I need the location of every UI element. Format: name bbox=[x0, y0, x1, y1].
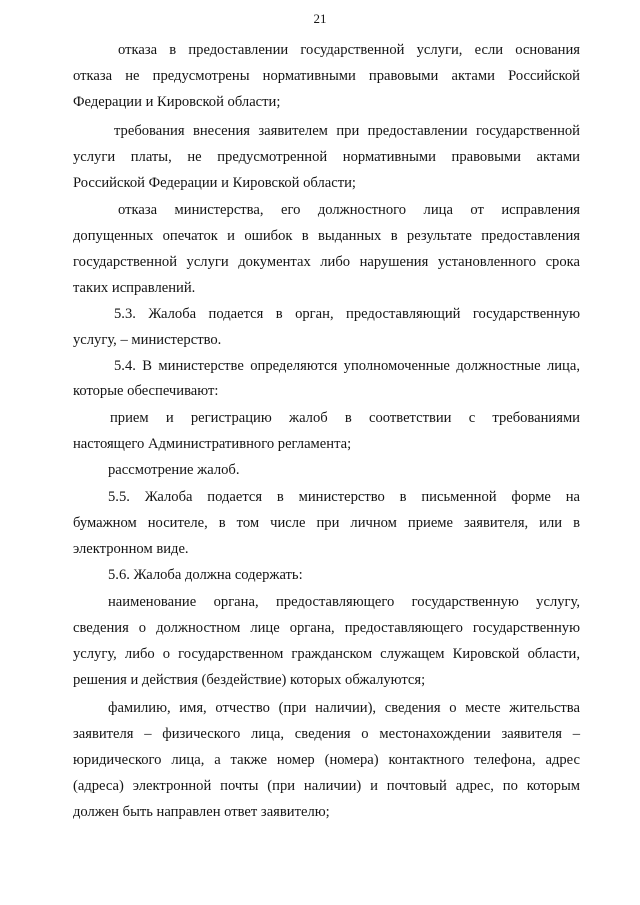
text-line: сведения о должностном лице органа, предоставляющего государственную bbox=[73, 620, 580, 636]
text-line: рассмотрение жалоб. bbox=[108, 462, 240, 478]
text-line: решения и действия (бездействие) которых обжалуются; bbox=[73, 672, 426, 688]
text-line: юридического лица, а также номер (номера) контактного телефона, адрес bbox=[73, 752, 580, 768]
text-line: которые обеспечивают: bbox=[73, 383, 219, 399]
text-line: электронном виде. bbox=[73, 541, 189, 557]
text-line: отказа не предусмотрены нормативными правовыми актами Российской bbox=[73, 68, 580, 84]
text-line: 5.3. Жалоба подается в орган, предоставляющий государственную bbox=[114, 306, 580, 322]
text-line: отказа министерства, его должностного лица от исправления bbox=[118, 202, 580, 218]
text-line: услугу, – министерство. bbox=[73, 332, 222, 348]
text-line: услуги платы, не предусмотренной нормативными правовыми актами bbox=[73, 149, 580, 165]
text-line: наименование органа, предоставляющего государственную услугу, bbox=[108, 594, 580, 610]
text-line: государственной услуги документах либо нарушения установленного срока bbox=[73, 254, 580, 270]
text-line: 5.5. Жалоба подается в министерство в письменной форме на bbox=[108, 489, 580, 505]
text-line: Федерации и Кировской области; bbox=[73, 94, 281, 110]
text-line: заявителя – физического лица, сведения о местонахождении заявителя – bbox=[73, 726, 580, 742]
text-line: настоящего Административного регламента; bbox=[73, 436, 352, 452]
text-line: допущенных опечаток и ошибок в выданных в результате предоставления bbox=[73, 228, 580, 244]
text-line: 5.4. В министерстве определяются уполномоченные должностные лица, bbox=[114, 358, 580, 374]
page-number: 21 bbox=[313, 11, 327, 26]
text-line: (адреса) электронной почты (при наличии) и почтовый адрес, по которым bbox=[73, 778, 580, 794]
text-line: должен быть направлен ответ заявителю; bbox=[73, 804, 330, 820]
text-line: бумажном носителе, в том числе при личном приеме заявителя, или в bbox=[73, 515, 580, 531]
text-line: 5.6. Жалоба должна содержать: bbox=[108, 567, 303, 583]
text-line: отказа в предоставлении государственной услуги, если основания bbox=[118, 42, 580, 58]
text-line: требования внесения заявителем при предоставлении государственной bbox=[114, 123, 580, 139]
text-line: фамилию, имя, отчество (при наличии), сведения о месте жительства bbox=[108, 700, 580, 716]
text-line: прием и регистрацию жалоб в соответствии с требованиями bbox=[110, 410, 580, 426]
text-line: таких исправлений. bbox=[73, 280, 196, 296]
text-line: услугу, либо о государственном гражданском служащем Кировской области, bbox=[73, 646, 580, 662]
text-line: Российской Федерации и Кировской области; bbox=[73, 175, 356, 191]
